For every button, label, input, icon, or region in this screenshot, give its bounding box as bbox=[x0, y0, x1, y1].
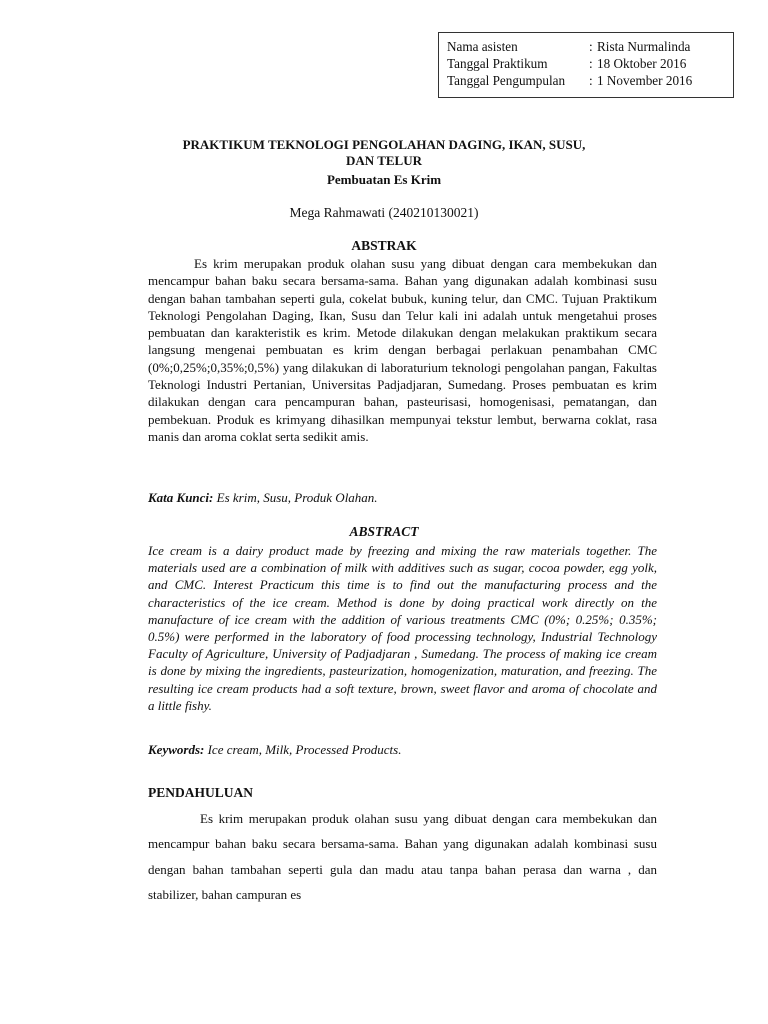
abstrak-text: Es krim merupakan produk olahan susu yang dibuat dengan cara membekukan dan mencampur bahan baku secara bersama-sama. Bahan yang digunakan adalah kombinasi susu dengan bahan tambahan seperti gula, cokelat bubuk, kuning telur, dan CMC. Tujuan Praktikum Teknologi Pengolahan Daging, Ikan, Susu dan Telur kali ini adalah untuk mengetahui proses pembuatan dan karakteristik es krim. Metode dilakukan dengan melakukan praktikum secara langsung mengenai pembuatan es krim dengan berbagai perlakuan penambahan CMC (0%;0,25%;0,35%;0,5%) yang dilakukan di laboraturium teknologi pengolahan pangan, Fakultas Teknologi Industri Pertanian, Universitas Padjadjaran, Sumedang. Proses pembuatan es krim dilakukan dengan cara pencampuran bahan, pasteurisasi, homogenisasi, pematangan, dan pembekuan. Produk es krimyang dihasilkan mempunyai tekstur lembut, berwarna coklat, rasa manis dan aroma coklat serta sedikit amis. bbox=[148, 256, 657, 444]
info-row-assistant bbox=[447, 38, 733, 55]
abstrak-heading: ABSTRAK bbox=[351, 238, 417, 253]
info-separator: : bbox=[589, 39, 593, 54]
assistant-info-box bbox=[438, 32, 734, 98]
info-separator: : bbox=[589, 73, 593, 88]
kata-kunci-text: Es krim, Susu, Produk Olahan. bbox=[213, 490, 378, 505]
info-value: 1 November 2016 bbox=[597, 73, 693, 88]
info-value: 18 Oktober 2016 bbox=[597, 56, 687, 71]
info-row-practicum-date bbox=[447, 55, 733, 72]
info-separator: : bbox=[589, 56, 593, 71]
keywords-label: Keywords: bbox=[148, 742, 205, 757]
info-label: Tanggal Pengumpulan bbox=[447, 73, 566, 88]
document-subtitle: Pembuatan Es Krim bbox=[326, 172, 442, 187]
pendahuluan-paragraph bbox=[148, 806, 657, 907]
info-row-submission-date bbox=[447, 72, 733, 89]
info-value: Rista Nurmalinda bbox=[597, 39, 691, 54]
keywords-text: Ice cream, Milk, Processed Products. bbox=[204, 742, 402, 757]
abstrak-paragraph bbox=[148, 255, 657, 445]
author-line: Mega Rahmawati (240210130021) bbox=[289, 205, 479, 220]
info-label: Nama asisten bbox=[447, 39, 518, 54]
kata-kunci-line bbox=[148, 489, 657, 506]
kata-kunci-label: Kata Kunci: bbox=[148, 490, 214, 505]
title-line-2: DAN TELUR bbox=[346, 152, 422, 168]
abstract-heading: ABSTRACT bbox=[349, 524, 419, 539]
keywords-line bbox=[148, 741, 657, 758]
document-title bbox=[100, 137, 668, 168]
pendahuluan-text: Es krim merupakan produk olahan susu yang dibuat dengan cara membekukan dan mencampur bahan baku secara bersama-sama. Bahan yang digunakan adalah kombinasi susu dengan bahan tambahan seperti gula dan madu atau tanpa bahan perasa dan warna , dan stabilizer, bahan campuran es bbox=[148, 811, 657, 902]
abstract-paragraph: Ice cream is a dairy product made by freezing and mixing the raw materials together. The materials used are a combination of milk with additives such as sugar, cocoa powder, egg yolk, and CMC. Interest Practicum this time is to find out the manufacturing process and the characteristics of the ice cream. Method is done by doing practical work directly on the manufacture of ice cream with the addition of various treatments CMC (0%; 0.25%; 0.35%; 0.5%) were performed in the laboratory of food processing technology, Industrial Technology Faculty of Agriculture, University of Padjadjaran , Sumedang. The process of making ice cream is done by mixing the ingredients, pasteurization, homogenization, maturation, and freezing. The resulting ice cream products had a soft texture, brown, sweet flavor and aroma of chocolate and a little fishy. bbox=[148, 543, 657, 713]
title-line-1: PRAKTIKUM TEKNOLOGI PENGOLAHAN DAGING, IKAN, SUSU, bbox=[182, 137, 586, 152]
pendahuluan-heading: PENDAHULUAN bbox=[148, 785, 254, 800]
info-label: Tanggal Praktikum bbox=[447, 56, 548, 71]
